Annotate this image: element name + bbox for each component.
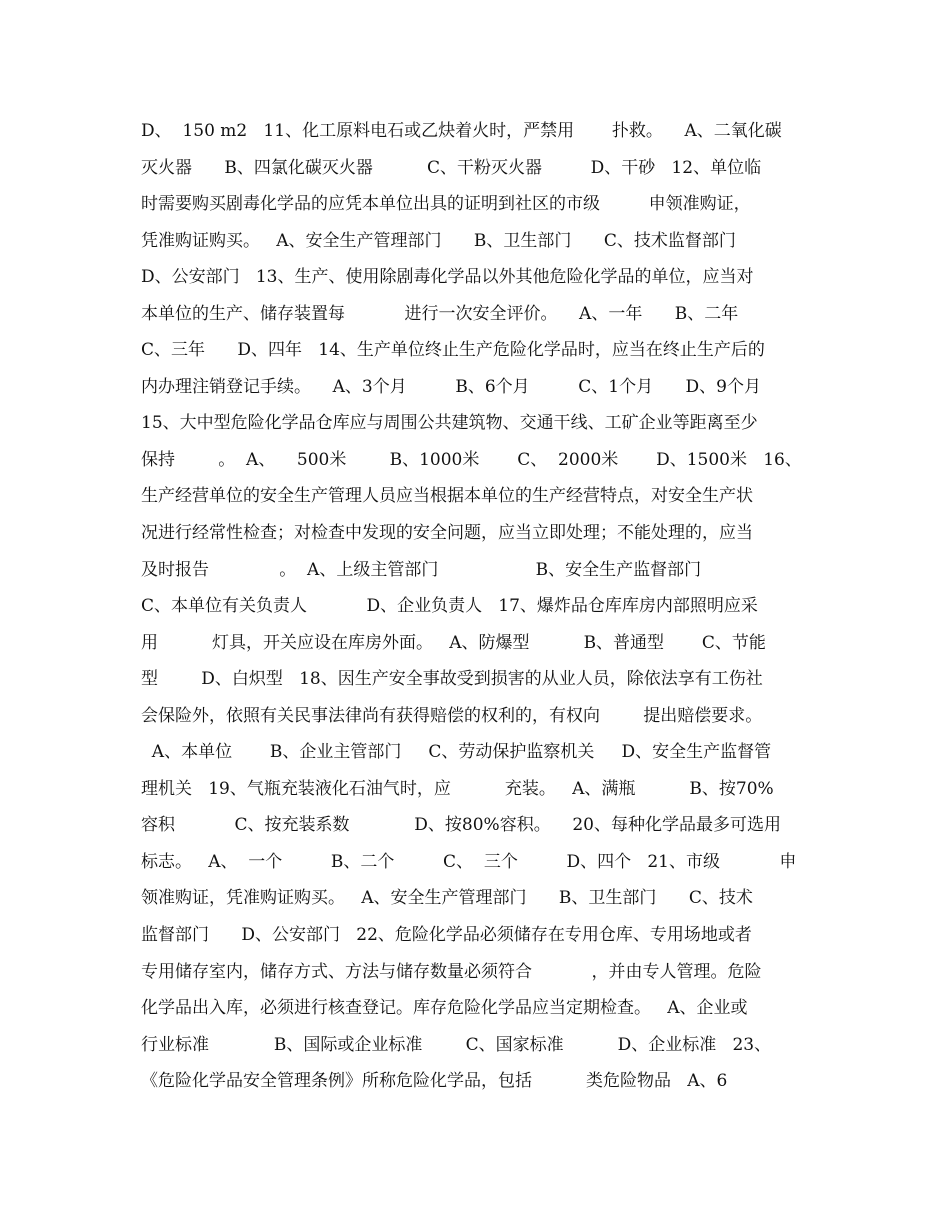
text-line: 时需要购买剧毒化学品的应凭本单位出具的证明到社区的市级 申领准购证，: [141, 194, 751, 215]
text-line: 标志。 A、 一个 B、二个 C、 三个 D、四个 21、市级 申: [141, 851, 797, 872]
text-line: C、三年 D、四年 14、生产单位终止生产危险化学品时，应当在终止生产后的: [141, 340, 765, 361]
text-line: 监督部门 D、公安部门 22、危险化学品必须储存在专用仓库、专用场地或者: [141, 925, 752, 946]
text-line: 行业标准 B、国际或企业标准 C、国家标准 D、企业标准 23、: [141, 1034, 772, 1055]
question-text-block: [141, 113, 813, 1100]
text-line: 况进行经常性检查；对检查中发现的安全问题，应当立即处理；不能处理的，应当: [141, 523, 753, 544]
text-line: 理机关 19、气瓶充装液化石油气时，应 充装。 A、满瓶 B、按70%: [141, 778, 774, 799]
text-line: 及时报告 。 A、上级主管部门 B、安全生产监督部门: [141, 559, 702, 580]
text-line: 本单位的生产、储存装置每 进行一次安全评价。 A、一年 B、二年: [141, 303, 739, 324]
text-line: 会保险外，依照有关民事法律尚有获得赔偿的权利的，有权向 提出赔偿要求。: [141, 705, 763, 726]
text-line: C、本单位有关负责人 D、企业负责人 17、爆炸品仓库库房内部照明应采: [141, 596, 758, 617]
text-line: 容积 C、按充装系数 D、按80%容积。 20、每种化学品最多可选用: [141, 815, 781, 836]
text-line: 领准购证，凭准购证购买。 A、安全生产管理部门 B、卫生部门 C、技术: [141, 888, 753, 909]
text-line: A、本单位 B、企业主管部门 C、劳动保护监察机关 D、安全生产监督管: [141, 742, 772, 763]
text-line: 型 D、白炽型 18、因生产安全事故受到损害的从业人员，除依法享有工伤社: [141, 669, 763, 690]
text-line: 生产经营单位的安全生产管理人员应当根据本单位的生产经营特点，对安全生产状: [141, 486, 753, 507]
text-line: D、公安部门 13、生产、使用除剧毒化学品以外其他危险化学品的单位，应当对: [141, 267, 754, 288]
text-line: 《危险化学品安全管理条例》所称危险化学品，包括 类危险物品 A、6: [141, 1071, 728, 1092]
text-line: 用 灯具，开关应设在库房外面。 A、防爆型 B、普通型 C、节能: [141, 632, 766, 653]
text-line: 内办理注销登记手续。 A、3个月 B、6个月 C、1个月 D、9个月: [141, 376, 761, 397]
text-line: 专用储存室内，储存方式、方法与储存数量必须符合 ，并由专人管理。危险: [141, 961, 762, 982]
text-line: D、 150 m2 11、化工原料电石或乙炔着火时，严禁用 扑救。 A、二氧化碳: [141, 121, 782, 141]
text-line: 15、大中型危险化学品仓库应与周围公共建筑物、交通干线、工矿企业等距离至少: [141, 413, 758, 434]
text-line: 保持 。 A、 500米 B、1000米 C、 2000米 D、1500米 16、: [141, 449, 802, 470]
text-line: 凭准购证购买。 A、安全生产管理部门 B、卫生部门 C、技术监督部门: [141, 230, 736, 251]
text-line: 灭火器 B、四氯化碳灭火器 C、干粉灭火器 D、干砂 12、单位临: [141, 157, 762, 178]
text-line: 化学品出入库，必须进行核查登记。库存危险化学品应当定期检查。 A、企业或: [141, 998, 748, 1019]
